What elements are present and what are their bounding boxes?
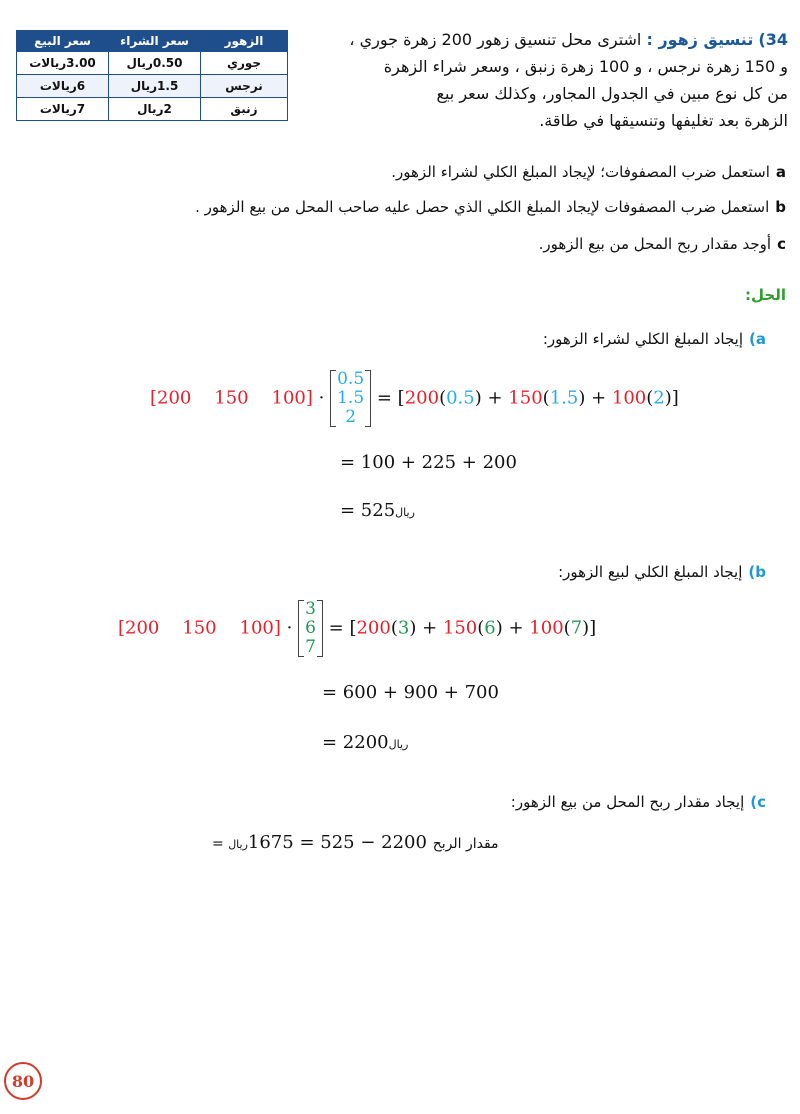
problem-text-2: و 150 زهرة نرجس ، و 100 زهرة زنبق ، وسعر شراء الزهرة: [383, 57, 788, 76]
col-value: 2: [653, 387, 665, 409]
row-value: 100: [529, 617, 564, 639]
page-number-badge: [4, 1062, 42, 1100]
row-value: 100: [271, 387, 306, 409]
col-value: 1.5: [337, 388, 365, 408]
profit-calc: 2200 − 525 = 1675: [247, 832, 427, 853]
col-value: 7: [570, 617, 583, 639]
table-cell: 3.00ريالات: [17, 52, 109, 75]
problem-text-4: الزهرة بعد تغليفها وتنسيقها في طاقة.: [539, 111, 788, 130]
equation-a-3: [340, 500, 415, 521]
equation-a-1: [200 150 100] · 0.5 1.5 2 = [200(0.5) + 150(1.5) + 100(2)]: [150, 369, 679, 427]
equation-b-2: = 600 + 900 + 700: [322, 682, 499, 703]
question-b: [26, 195, 786, 219]
currency-unit: ريال: [228, 838, 248, 851]
part-b-heading: [558, 563, 766, 581]
problem-text-1: اشترى محل تنسيق زهور 200 زهرة جوري ،: [349, 30, 642, 49]
row-value: 150: [508, 387, 543, 409]
question-label: c: [777, 235, 786, 253]
problem-text-3: من كل نوع مبين في الجدول المجاور، وكذلك سعر بيع: [436, 84, 788, 103]
currency-unit: ريال: [395, 506, 415, 519]
table-header: الزهور: [201, 31, 288, 52]
col-value: 6: [305, 618, 316, 638]
total-value: = 525: [340, 500, 396, 521]
row-value: 100: [611, 387, 647, 409]
part-a-heading: [543, 330, 766, 348]
column-vector: [330, 370, 371, 427]
problem-topic: تنسيق زهور :: [646, 30, 754, 49]
col-value: 2: [345, 407, 357, 427]
table-header-row: [17, 31, 288, 52]
col-value: 3: [397, 617, 410, 639]
col-value: 0.5: [337, 369, 365, 389]
equation-b-3: [322, 732, 408, 753]
table-row: [17, 75, 288, 98]
part-letter: a): [749, 330, 766, 348]
problem-line-1: [300, 26, 788, 53]
question-c: [26, 232, 786, 256]
equation-b-1: [200 150 100] · 3 6 7 = [200(3) + 150(6) + 100(7)]: [118, 599, 597, 657]
question-label: a: [775, 163, 786, 181]
row-value: 200: [125, 617, 160, 639]
table-cell: زنبق: [201, 98, 288, 121]
col-value: 0.5: [446, 387, 475, 409]
table-cell: 0.50ريال: [109, 52, 201, 75]
col-value: 3: [305, 599, 316, 619]
part-heading-text: إيجاد مقدار ربح المحل من بيع الزهور:: [510, 793, 745, 811]
problem-statement: [300, 26, 788, 134]
total-value: = 2200: [322, 732, 389, 753]
table-cell: 6ريالات: [17, 75, 109, 98]
row-value: 150: [214, 387, 249, 409]
part-c-heading: [511, 793, 766, 811]
table-header: سعر الشراء: [109, 31, 201, 52]
currency-unit: ريال: [388, 738, 409, 751]
page-number: 80: [11, 1071, 35, 1091]
part-heading-text: إيجاد المبلغ الكلي لبيع الزهور:: [558, 563, 743, 581]
equation-a-2: = 100 + 225 + 200: [340, 452, 517, 473]
problem-number: 34): [758, 30, 788, 49]
equation-c: [212, 832, 499, 853]
column-vector: [298, 600, 323, 657]
question-text: أوجد مقدار ربح المحل من بيع الزهور.: [538, 235, 772, 253]
row-value: 200: [356, 617, 391, 639]
part-letter: b): [748, 563, 766, 581]
table-cell: 1.5ريال: [109, 75, 201, 98]
question-text: استعمل ضرب المصفوفات لإيجاد المبلغ الكلي الذي حصل عليه صاحب المحل من بيع الزهور .: [195, 198, 770, 216]
table-cell: 7ريالات: [17, 98, 109, 121]
price-table: [16, 30, 288, 121]
table-header: سعر البيع: [17, 31, 109, 52]
table-row: [17, 98, 288, 121]
row-value: 200: [404, 387, 440, 409]
table-cell: جوري: [201, 52, 288, 75]
row-value: 200: [157, 387, 192, 409]
question-text: استعمل ضرب المصفوفات؛ لإيجاد المبلغ الكلي لشراء الزهور.: [391, 163, 770, 181]
col-value: 7: [305, 637, 316, 657]
table-cell: نرجس: [201, 75, 288, 98]
table-row: [17, 52, 288, 75]
row-value: 100: [239, 617, 274, 639]
row-value: 150: [182, 617, 217, 639]
question-label: b: [775, 198, 786, 216]
col-value: 1.5: [549, 387, 579, 409]
solution-label: الحل:: [745, 286, 786, 304]
profit-label: = مقدار الربح: [212, 836, 499, 852]
question-a: [26, 160, 786, 184]
table-cell: 2ريال: [109, 98, 201, 121]
col-value: 6: [484, 617, 496, 639]
part-heading-text: إيجاد المبلغ الكلي لشراء الزهور:: [542, 330, 744, 348]
part-letter: c): [750, 793, 766, 811]
row-value: 150: [442, 617, 478, 639]
